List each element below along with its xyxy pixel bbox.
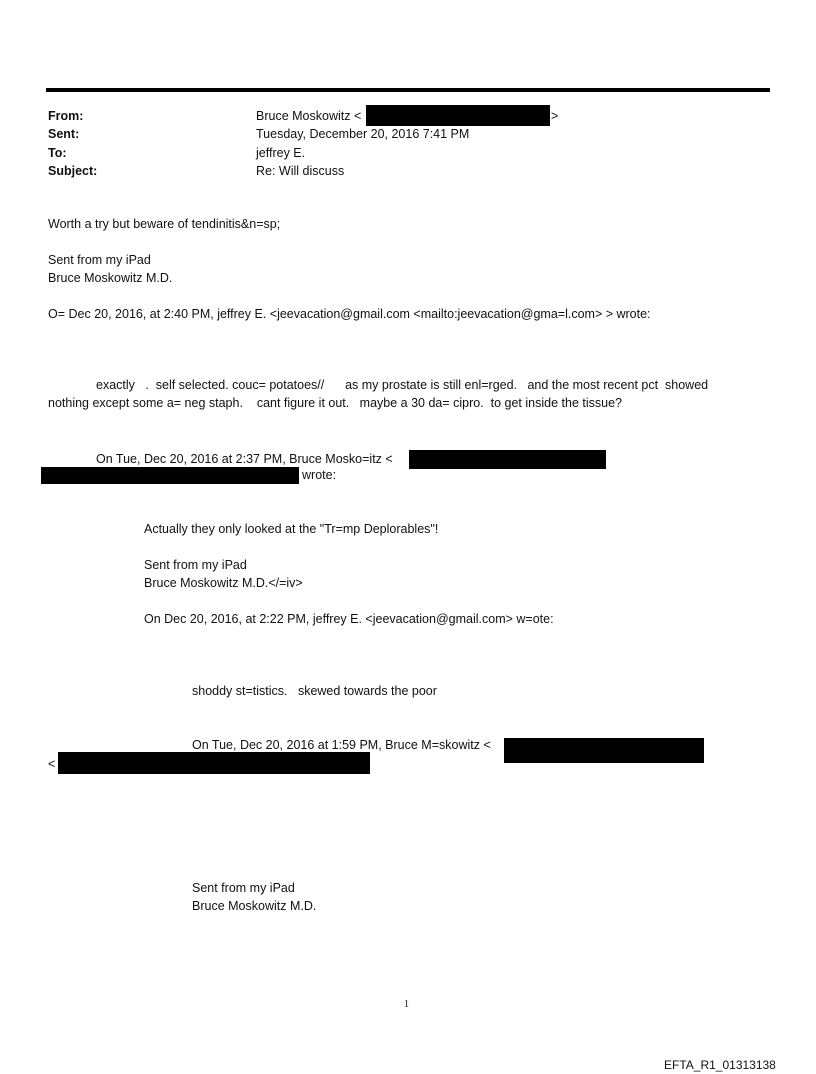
quote-wrote: wrote:: [302, 468, 337, 482]
body-line: shoddy st=tistics. skewed towards the poor: [192, 684, 437, 698]
redaction-box: [366, 105, 550, 126]
sent-label: Sent:: [48, 127, 80, 141]
redaction-box: [504, 738, 704, 763]
header-divider: [46, 88, 770, 92]
signature-name: Bruce Moskowitz M.D.: [192, 899, 317, 913]
quote-header: On Dec 20, 2016, at 2:22 PM, jeffrey E. <jeevacation@gmail.com> w=ote:: [144, 612, 554, 626]
quote-lead-bracket: <: [48, 757, 56, 771]
body-paragraph-line: nothing except some a= neg staph. cant figure it out. maybe a 30 da= cipro. to get inside the tissue?: [48, 396, 622, 410]
signature-name: Bruce Moskowitz M.D.: [48, 271, 173, 285]
body-line: Worth a try but beware of tendinitis&n=sp;: [48, 217, 281, 231]
quote-header: On Tue, Dec 20, 2016 at 1:59 PM, Bruce M=skowitz <: [192, 738, 491, 752]
subject-value: Re: Will discuss: [256, 164, 345, 178]
subject-label: Subject:: [48, 164, 98, 178]
from-label: From:: [48, 109, 84, 123]
body-paragraph-line: exactly . self selected. couc= potatoes// as my prostate is still enl=rged. and the most recent pct showed: [96, 378, 709, 392]
from-name: Bruce Moskowitz <: [256, 109, 362, 123]
signature-line: Sent from my iPad: [192, 881, 295, 895]
body-line: Actually they only looked at the "Tr=mp Deplorables"!: [144, 522, 439, 536]
redaction-box: [409, 450, 606, 469]
from-close-bracket: >: [551, 109, 559, 123]
redaction-box: [41, 467, 299, 484]
signature-name: Bruce Moskowitz M.D.</=iv>: [144, 576, 303, 590]
redaction-box: [58, 752, 370, 774]
document-id: EFTA_R1_01313138: [664, 1058, 776, 1072]
to-label: To:: [48, 146, 67, 160]
to-value: jeffrey E.: [256, 146, 306, 160]
quote-header: O= Dec 20, 2016, at 2:40 PM, jeffrey E. <jeevacation@gmail.com <mailto:jeevacation@gma=l.com> > wrote:: [48, 307, 651, 321]
signature-line: Sent from my iPad: [48, 253, 151, 267]
page-number: 1: [404, 999, 409, 1010]
signature-line: Sent from my iPad: [144, 558, 247, 572]
sent-value: Tuesday, December 20, 2016 7:41 PM: [256, 127, 470, 141]
quote-header: On Tue, Dec 20, 2016 at 2:37 PM, Bruce Mosko=itz <: [96, 452, 393, 466]
